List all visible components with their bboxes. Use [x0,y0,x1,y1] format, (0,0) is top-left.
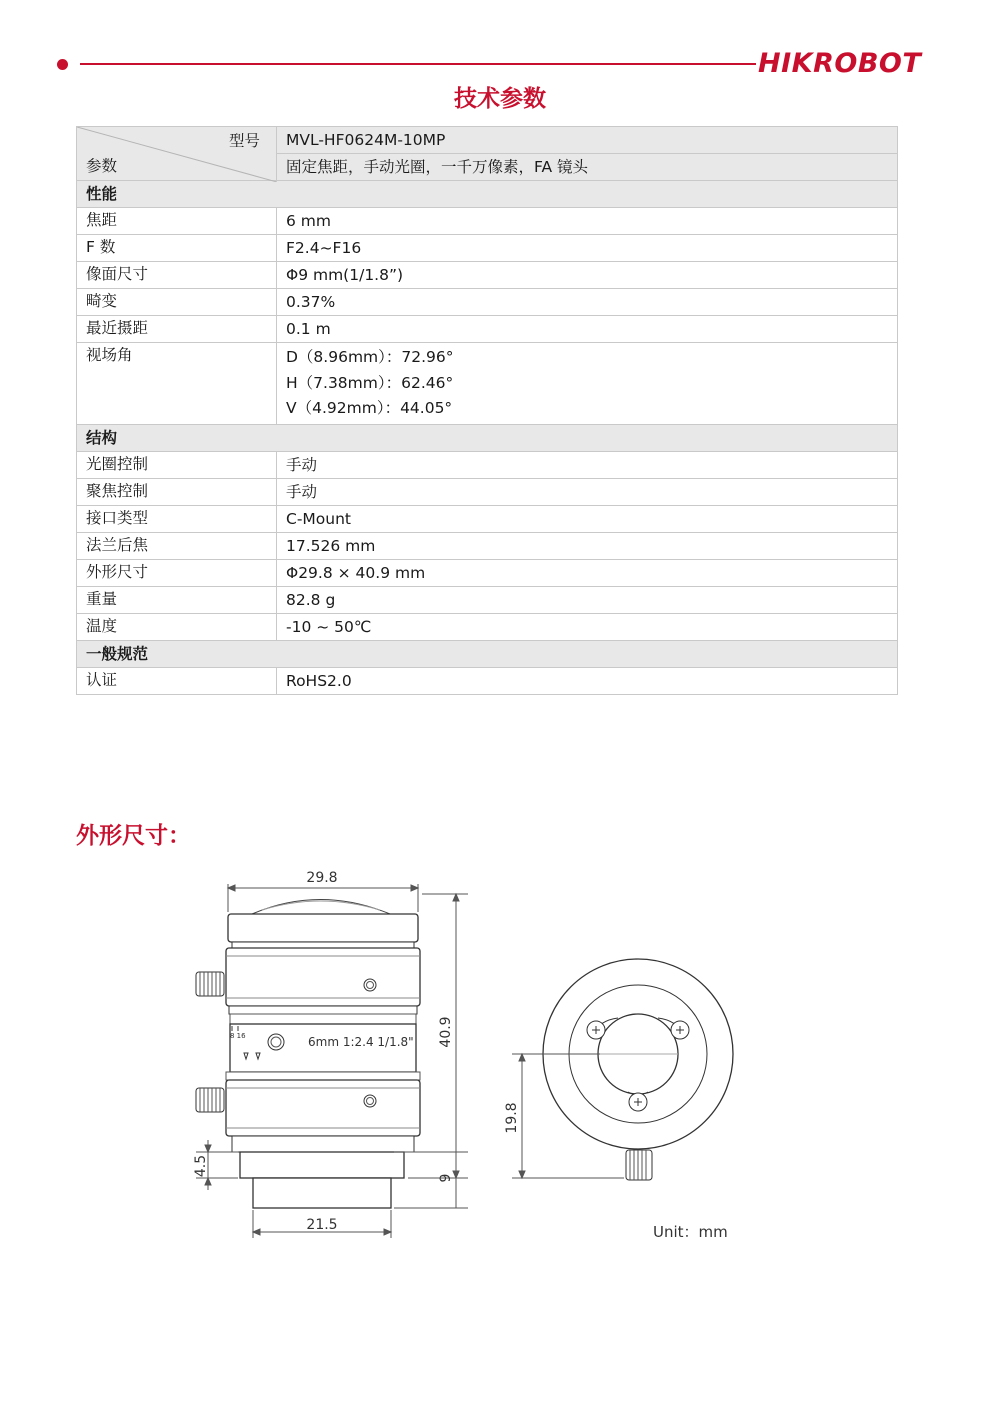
spec-row [77,478,898,505]
spec-label: 外形尺寸 [77,559,277,586]
header-dot [57,59,68,70]
spec-table [76,126,898,695]
spec-row [77,559,898,586]
spec-row [77,451,898,478]
spec-label: 畸变 [77,289,277,316]
header-rule [80,63,756,65]
spec-value: Φ9 mm(1/1.8”) [277,262,898,289]
spec-value: 6 mm [277,208,898,235]
spec-value-line: V（4.92mm）：44.05° [286,399,453,417]
lens-marking-text: 6mm 1:2.4 1/1.8" [308,1035,414,1049]
diagonal-header-cell [77,127,277,181]
spec-row [77,586,898,613]
spec-label: 焦距 [77,208,277,235]
spec-label: 最近摄距 [77,316,277,343]
dim-mount-length-label: 9 [438,1173,454,1183]
dim-center-height-label: 19.8 [504,1102,520,1134]
unit-label: Unit：mm [653,1223,728,1241]
spec-value: 0.37% [277,289,898,316]
spec-row [77,235,898,262]
spec-label: 温度 [77,613,277,640]
spec-row [77,532,898,559]
dim-mount-diameter-label: 21.5 [306,1217,338,1233]
lens-front-view [543,959,733,1180]
spec-label: 认证 [77,667,277,694]
section-header-row [77,640,898,667]
spec-label: 接口类型 [77,505,277,532]
spec-value: 0.1 m [277,316,898,343]
spec-value-line: H（7.38mm）：62.46° [286,373,454,392]
spec-value-line: D（8.96mm）：72.96° [286,348,454,366]
description-cell: 固定焦距，手动光圈，一千万像素，FA 镜头 [277,154,898,181]
spec-value: F2.4~F16 [277,235,898,262]
section-title: 一般规范 [77,640,898,667]
spec-label: 视场角 [77,343,277,425]
spec-value: -10 ~ 50℃ [277,613,898,640]
spec-label: 光圈控制 [77,451,277,478]
spec-label: 重量 [77,586,277,613]
spec-label: 像面尺寸 [77,262,277,289]
spec-row [77,208,898,235]
dim-width-label: 29.8 [306,870,338,886]
spec-row [77,316,898,343]
spec-value: RoHS2.0 [277,667,898,694]
spec-value: 17.526 mm [277,532,898,559]
dim-length-label: 40.9 [438,1016,454,1048]
spec-row [77,343,898,425]
page-title: 技术参数 [454,86,546,112]
spec-value: 82.8 g [277,586,898,613]
aperture-mark-text: 8 16 [230,1032,246,1040]
spec-label: 法兰后焦 [77,532,277,559]
spec-row [77,505,898,532]
spec-row [77,613,898,640]
model-cell: MVL-HF0624M-10MP [277,127,898,154]
dimensions-title: 外形尺寸： [76,823,191,849]
spec-label: 聚焦控制 [77,478,277,505]
lens-side-view [196,900,420,1209]
spec-value [277,343,898,425]
spec-value: Φ29.8 × 40.9 mm [277,559,898,586]
section-header-row [77,181,898,208]
spec-row [77,667,898,694]
header-param-label: 参数 [86,157,118,175]
header-model-label: 型号 [228,132,260,150]
section-header-row [77,424,898,451]
spec-value: 手动 [277,478,898,505]
dimension-drawing [0,860,990,1260]
spec-label: F 数 [77,235,277,262]
spec-row [77,289,898,316]
dim-thread-label: 4.5 [193,1154,209,1178]
brand-logo: HIKROBOT [758,48,922,79]
spec-value: C-Mount [277,505,898,532]
spec-row [77,262,898,289]
section-title: 性能 [77,181,898,208]
spec-value: 手动 [277,451,898,478]
section-title: 结构 [77,424,898,451]
